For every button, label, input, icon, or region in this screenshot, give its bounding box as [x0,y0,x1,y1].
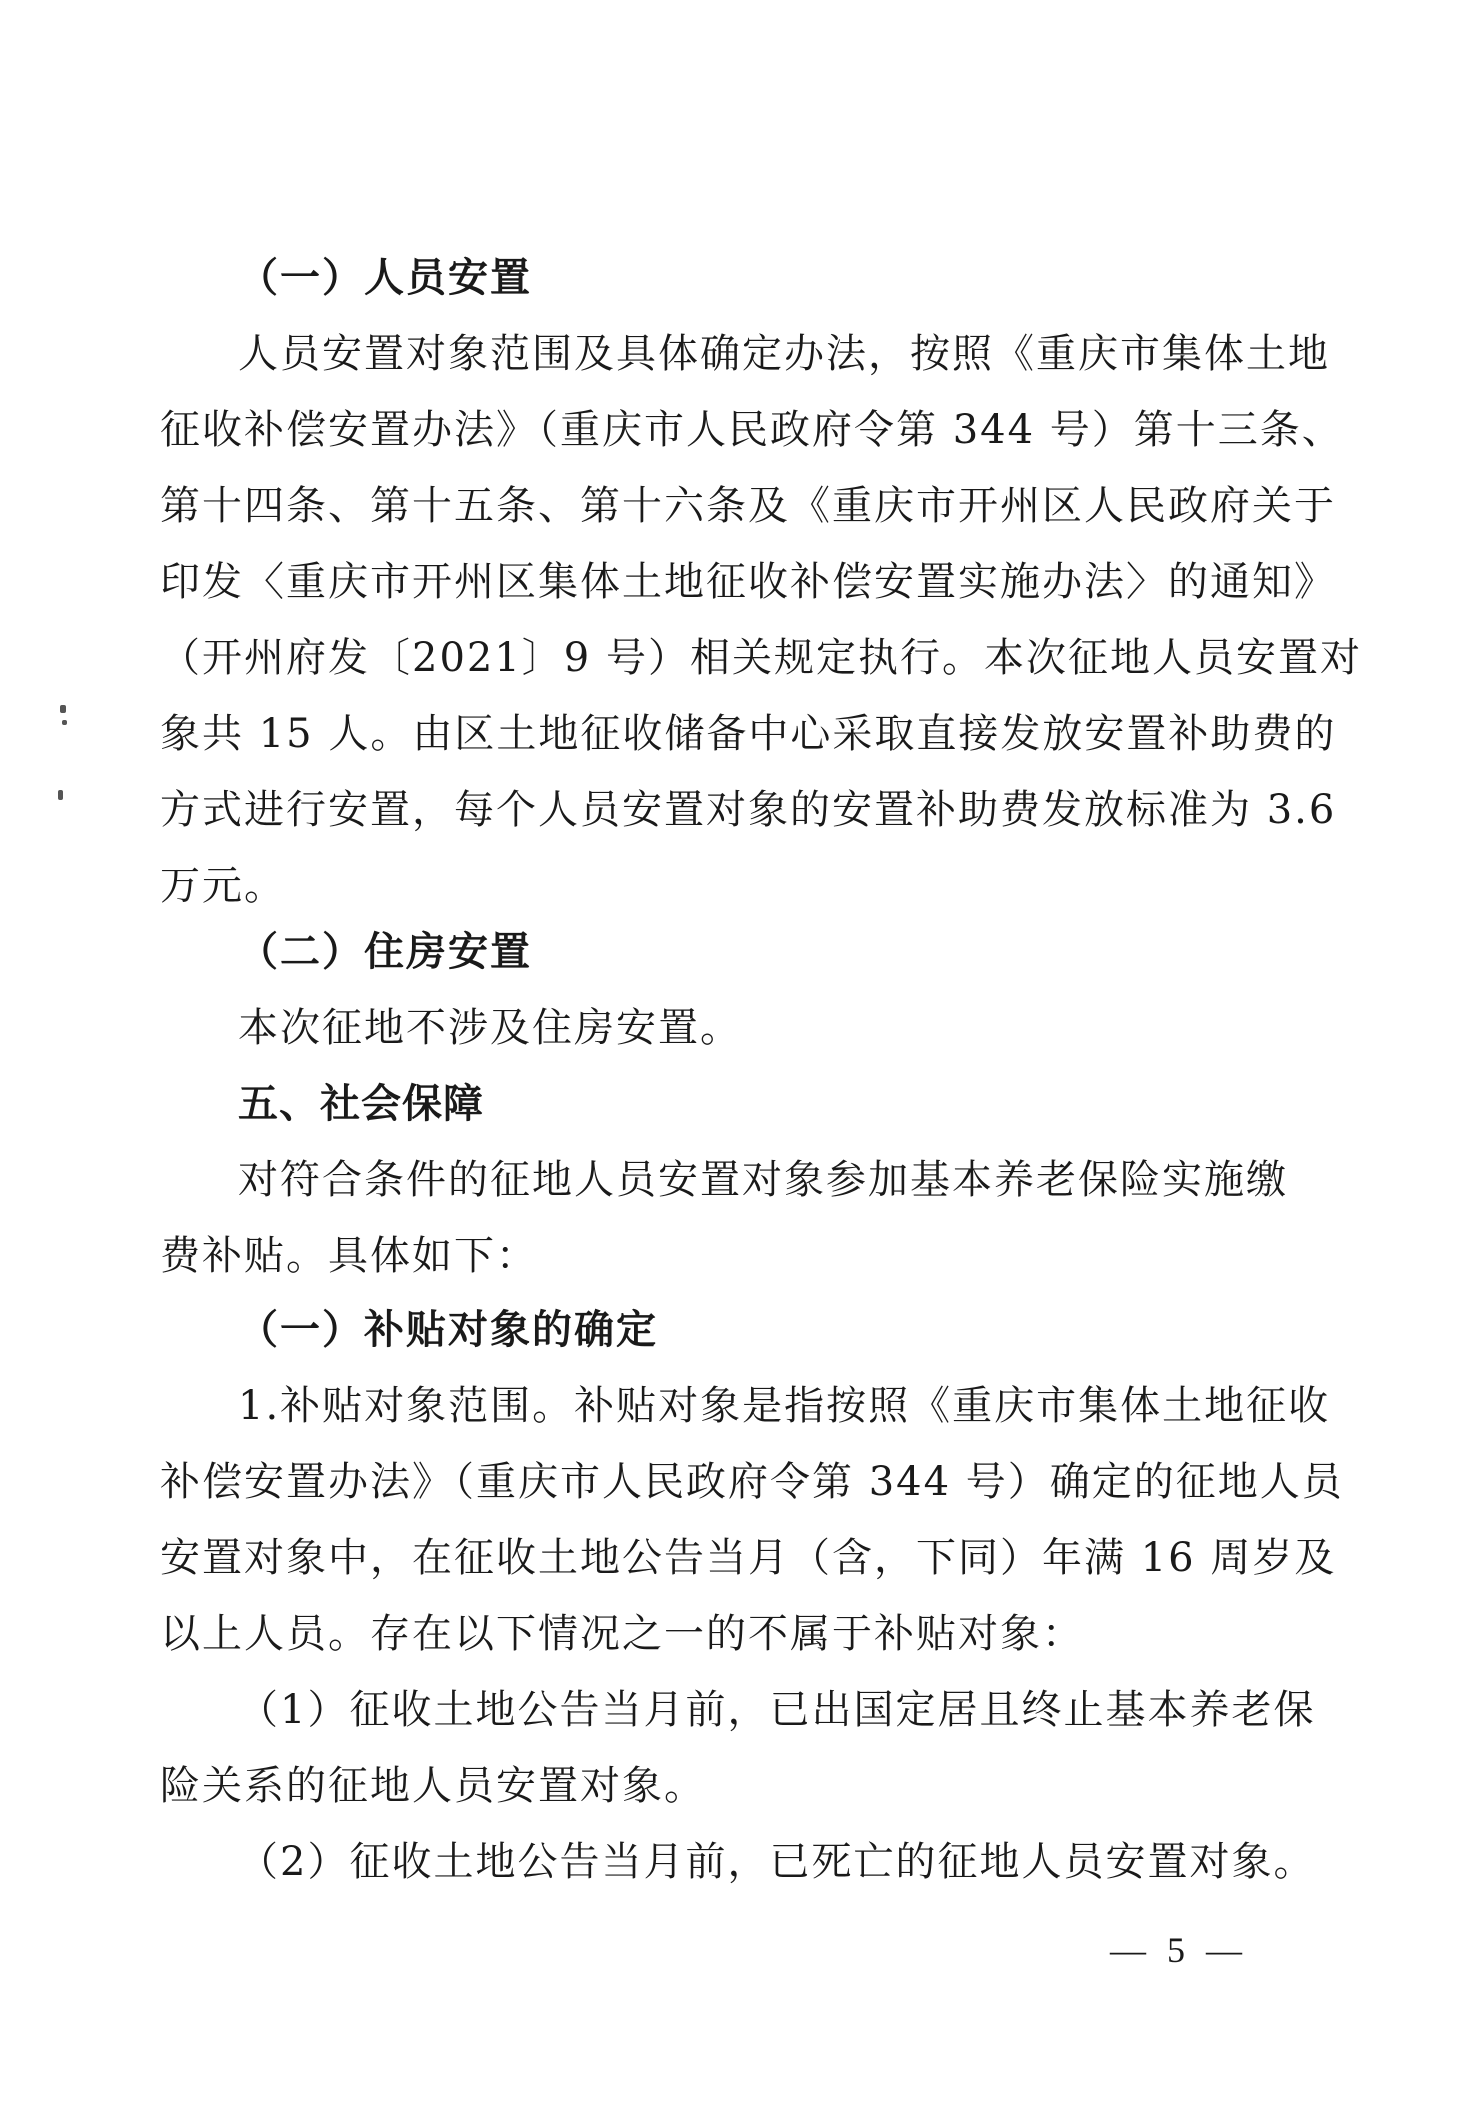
paragraph-line: （2）征收土地公告当月前，已死亡的征地人员安置对象。 [238,1839,1316,1885]
paragraph-line: 象共 15 人。由区土地征收储备中心采取直接发放安置补助费的 [160,711,1337,757]
section-heading-personnel-placement: （一）人员安置 [238,254,532,301]
paragraph-line: 第十四条、第十五条、第十六条及《重庆市开州区人民政府关于 [160,483,1336,529]
scan-mark [60,705,66,713]
scan-mark [58,790,63,800]
paragraph-line: 补偿安置办法》（重庆市人民政府令第 344 号）确定的征地人员 [160,1459,1344,1505]
paragraph-line: 方式进行安置，每个人员安置对象的安置补助费发放标准为 3.6 [160,787,1337,833]
paragraph-line: 以上人员。存在以下情况之一的不属于补贴对象： [160,1611,1084,1657]
paragraph-line: 对符合条件的征地人员安置对象参加基本养老保险实施缴 [238,1157,1288,1203]
scan-mark [62,720,67,725]
paragraph-line: 本次征地不涉及住房安置。 [238,1005,742,1051]
paragraph-line: 安置对象中，在征收土地公告当月（含，下同）年满 16 周岁及 [160,1535,1337,1581]
paragraph-line: 万元。 [160,863,286,909]
paragraph-line: （1）征收土地公告当月前，已出国定居且终止基本养老保 [238,1687,1316,1733]
paragraph-line: 征收补偿安置办法》（重庆市人民政府令第 344 号）第十三条、 [160,407,1344,453]
paragraph-line: 印发〈重庆市开州区集体土地征收补偿安置实施办法〉的通知》 [160,559,1336,605]
section-heading-subsidy-target: （一）补贴对象的确定 [238,1306,658,1353]
page-number: — 5 — [1110,1930,1248,1970]
paragraph-line: 险关系的征地人员安置对象。 [160,1763,706,1809]
paragraph-line: 人员安置对象范围及具体确定办法，按照《重庆市集体土地 [238,331,1330,377]
section-heading-housing-placement: （二）住房安置 [238,928,532,975]
paragraph-line: （开州府发〔2021〕9 号）相关规定执行。本次征地人员安置对 [160,635,1362,681]
paragraph-line: 1.补贴对象范围。补贴对象是指按照《重庆市集体土地征收 [238,1383,1331,1429]
section-heading-social-security: 五、社会保障 [238,1081,484,1127]
paragraph-line: 费补贴。具体如下： [160,1233,538,1279]
